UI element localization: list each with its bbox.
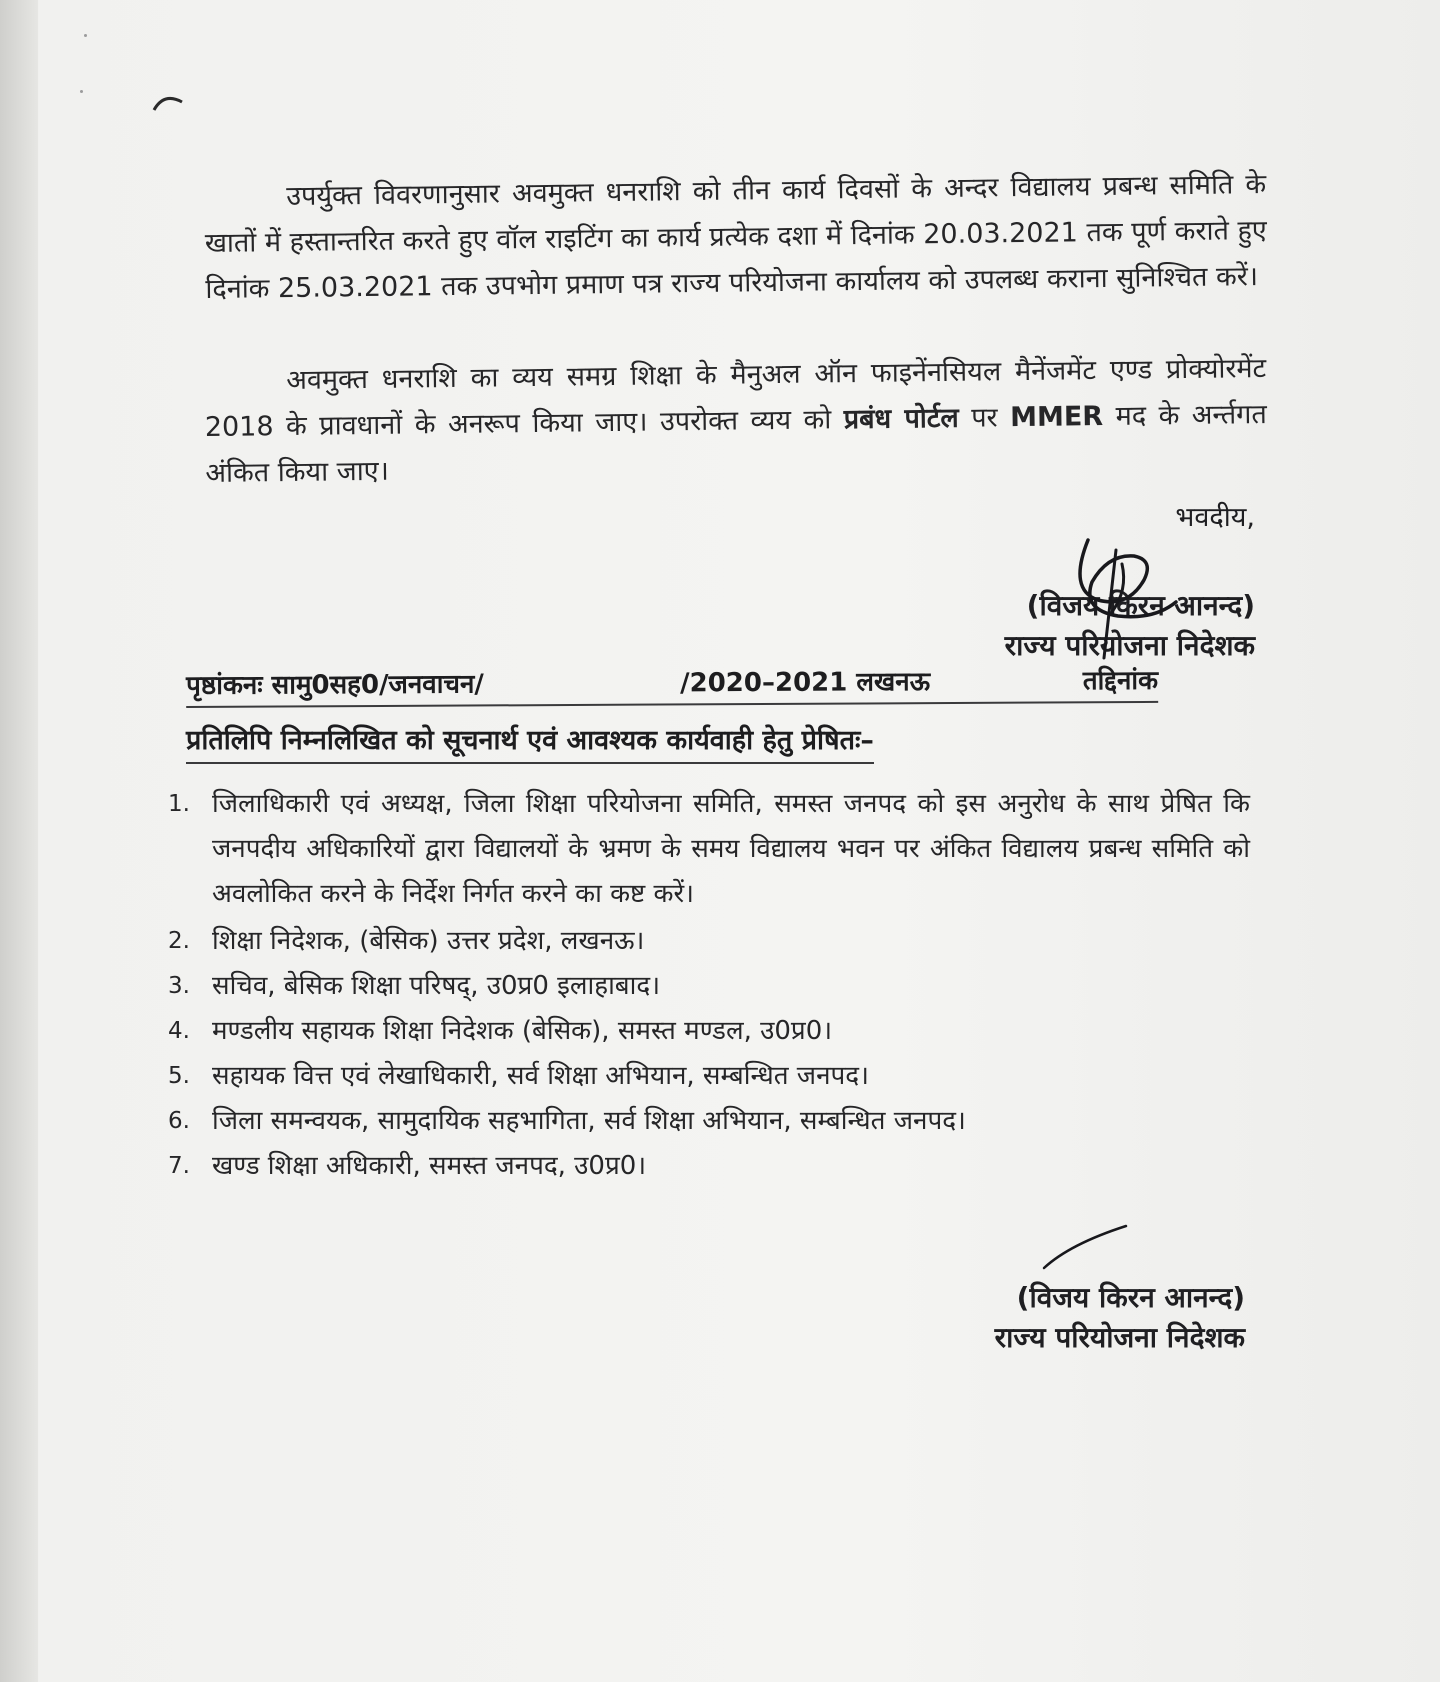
- endorsement-reference-line: [186, 663, 1158, 708]
- list-text: मण्डलीय सहायक शिक्षा निदेशक (बेसिक), समस्त मण्डल, उ0प्र0।: [212, 1016, 833, 1046]
- signatory-designation: राज्य परियोजना निदेशक: [1004, 629, 1255, 662]
- list-number: 4.: [168, 1018, 190, 1044]
- portal-name: प्रबंध पोर्टल: [843, 402, 959, 436]
- endorsement-ref-number: पृष्ठांकनः सामु0सह0/जनवाचन/: [186, 669, 484, 701]
- list-number: 5.: [168, 1063, 190, 1089]
- list-number: 2.: [168, 928, 190, 954]
- list-text: शिक्षा निदेशक, (बेसिक) उत्तर प्रदेश, लखनऊ।: [212, 926, 645, 956]
- list-text: जिलाधिकारी एवं अध्यक्ष, जिला शिक्षा परियोजना समिति, समस्त जनपद को इस अनुरोध के साथ प्रेषित कि जनपदीय अधिकारियों द्वारा विद्यालयों के भ्रमण के समय विद्यालय भवन पर अंकित विद्यालय प्रबन्ध समिति को अवलोकित करने के निर्देश निर्गत करने का कष्ट करें।: [212, 789, 1250, 909]
- paragraph-text: पर: [958, 402, 1011, 434]
- list-text: सचिव, बेसिक शिक्षा परिषद्, उ0प्र0 इलाहाबाद।: [212, 971, 661, 1001]
- signatory-name: (विजय किरन आनन्द): [1016, 1281, 1245, 1314]
- recipient-list: [168, 782, 1250, 1189]
- initial-stroke-signature: [1040, 1222, 1130, 1272]
- scan-speck: [80, 90, 83, 93]
- list-number: 3.: [168, 973, 190, 999]
- list-item: [168, 1144, 1250, 1189]
- list-number: 1.: [168, 791, 190, 817]
- paragraph-fund-transfer: उपर्युक्त विवरणानुसार अवमुक्त धनराशि को तीन कार्य दिवसों के अन्दर विद्यालय प्रबन्ध समिति के खातों में हस्तान्तरित करते हुए वॉल राइटिंग का कार्य प्रत्येक दशा में दिनांक 20.03.2021 तक पूर्ण कराते हुए दिनांक 25.03.2021 तक उपभोग प्रमाण पत्र राज्य परियोजना कार्यालय को उपलब्ध कराना सुनिश्चित करें।: [204, 169, 1267, 305]
- scan-shadow-edge: [0, 0, 38, 1682]
- paragraph-expenditure: [204, 346, 1268, 497]
- list-number: 7.: [168, 1153, 190, 1179]
- list-item: [168, 1099, 1250, 1144]
- signatory-designation: राज्य परियोजना निदेशक: [994, 1321, 1245, 1354]
- list-text: खण्ड शिक्षा अधिकारी, समस्त जनपद, उ0प्र0।: [212, 1151, 647, 1181]
- signature-block-2: [880, 1278, 1245, 1358]
- mmer-term: MMER: [1009, 401, 1104, 434]
- paragraph-text: मद के अर्न्तगत अंकित किया जाए।: [205, 399, 1267, 489]
- copy-forwarded-heading: प्रतिलिपि निम्नलिखित को सूचनार्थ एवं आवश्यक कार्यवाही हेतु प्रेषितः–: [186, 722, 874, 764]
- handwritten-signature: [1058, 520, 1188, 670]
- list-item: [168, 782, 1250, 917]
- scan-mark: [150, 88, 190, 118]
- paragraph-text: अवमुक्त धनराशि का व्यय समग्र शिक्षा के मैनुअल ऑन फाइनेंनसियल मैनेंजमेंट एण्ड प्रोक्योरमेंट 2018 के प्रावधानों के अनरूप किया जाए। उपरोक्त व्यय को: [204, 353, 1267, 443]
- list-item: [168, 964, 1250, 1009]
- signatory-name: (विजय किरन आनन्द): [1026, 589, 1255, 622]
- endorsement-date: तद्दिनांक: [1082, 665, 1159, 697]
- list-text: जिला समन्वयक, सामुदायिक सहभागिता, सर्व शिक्षा अभियान, सम्बन्धित जनपद।: [212, 1106, 966, 1136]
- scan-speck: [84, 34, 87, 37]
- list-number: 6.: [168, 1108, 190, 1134]
- list-item: [168, 919, 1250, 964]
- list-item: [168, 1009, 1250, 1054]
- endorsement-year-place: /2020–2021 लखनऊ: [680, 667, 931, 699]
- list-text: सहायक वित्त एवं लेखाधिकारी, सर्व शिक्षा अभियान, सम्बन्धित जनपद।: [212, 1061, 869, 1091]
- list-item: [168, 1054, 1250, 1099]
- closing-salutation: भवदीय,: [1175, 502, 1255, 533]
